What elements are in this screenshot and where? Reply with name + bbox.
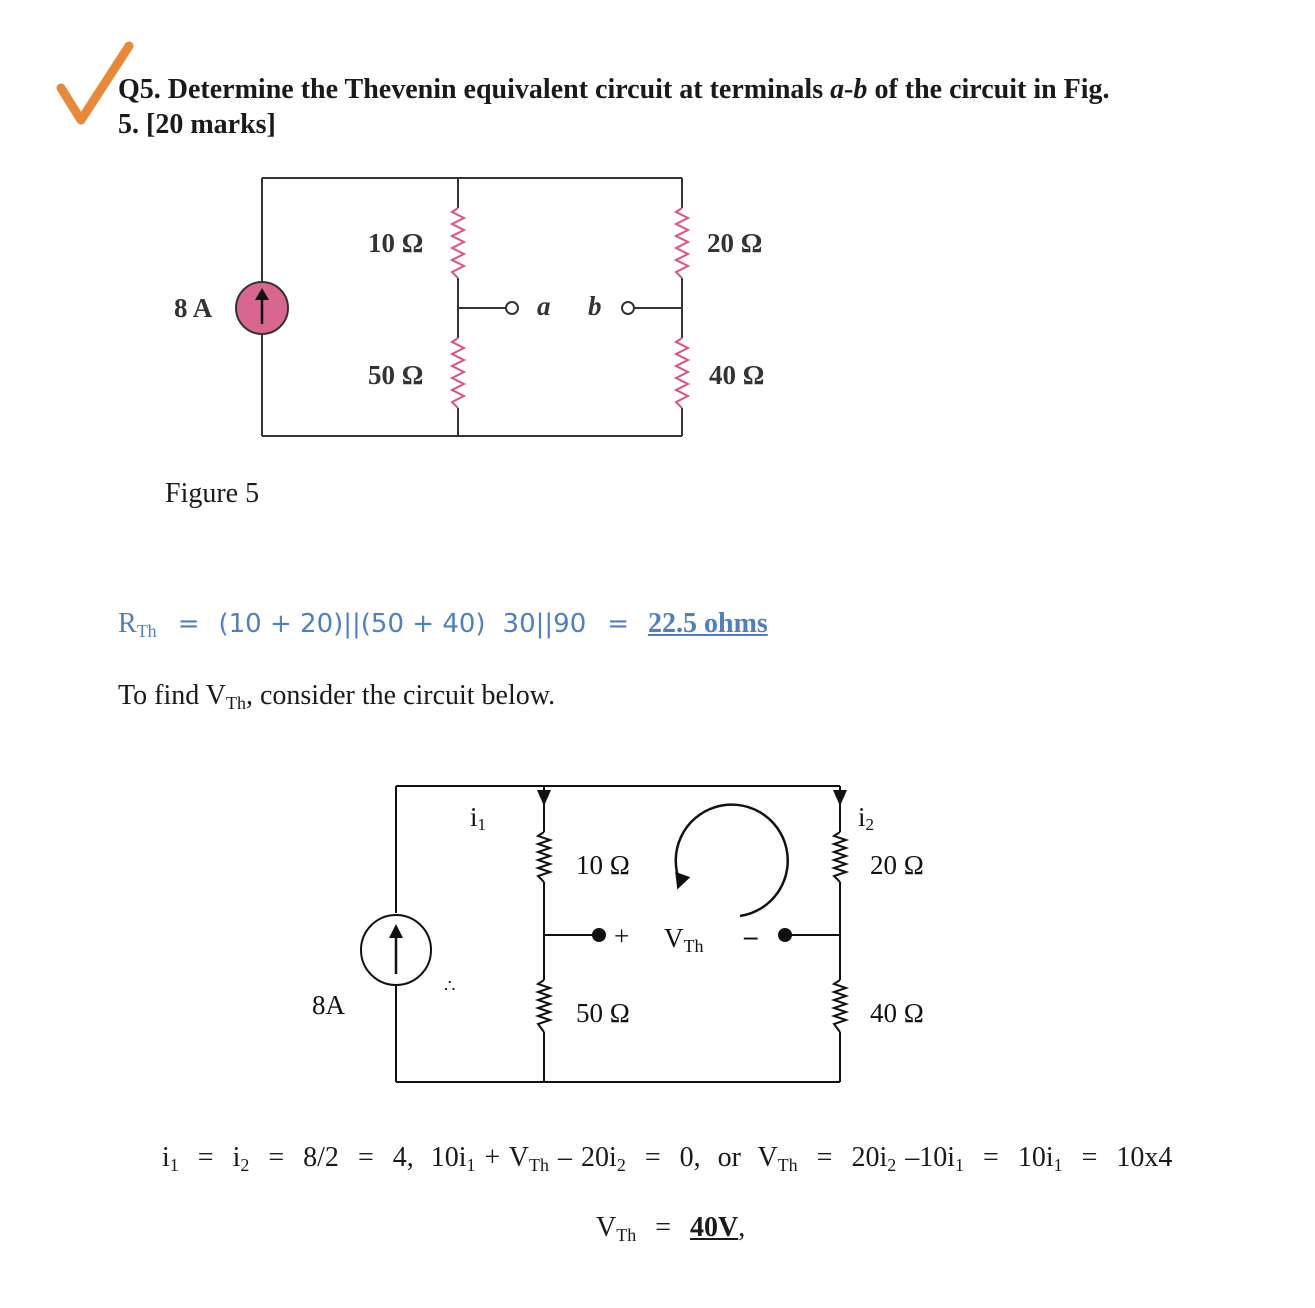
i2-arrow-icon <box>833 790 847 806</box>
current-source-8a-b <box>361 915 431 985</box>
resistor-40-ohm <box>676 338 688 408</box>
i1-label: i1 <box>470 802 487 834</box>
vth-result-comma: , <box>738 1212 746 1243</box>
vth-result-value: 40V <box>690 1212 739 1243</box>
rth-expression: (10 + 20)||(50 + 40) <box>218 609 486 639</box>
therefore-dots: ∴ <box>444 976 456 996</box>
label-20-ohm-b: 20 Ω <box>870 850 924 880</box>
vth-intro <box>118 680 555 714</box>
resistor-40-ohm-b <box>834 980 846 1032</box>
vth-result-equals: = <box>655 1212 672 1243</box>
current-source-8a <box>236 282 288 334</box>
resistor-20-ohm-b <box>834 832 846 882</box>
vth-intro-prefix: To find V <box>118 680 226 711</box>
label-50-ohm: 50 Ω <box>368 360 424 390</box>
label-40-ohm-b: 40 Ω <box>870 998 924 1028</box>
question-text-line1: Q5. Determine the Thevenin equivalent circuit at terminals <box>118 74 831 105</box>
source-label: 8 A <box>174 293 213 323</box>
rth-symbol: R <box>118 608 137 639</box>
kvl-equation: $i_1 = i_2 = 8/2 = 4$, $10i_1 + V_{Th} - 20i_2 = 0$, or $V_{Th} = 20i_2$ $-10i_1 = 10i_1 = 10x4$ <box>162 1142 1173 1175</box>
label-10-ohm: 10 Ω <box>368 228 424 258</box>
resistor-20-ohm <box>676 208 688 278</box>
vth-intro-suffix: , consider the circuit below. <box>245 680 556 711</box>
i1-arrow-icon <box>537 790 551 806</box>
vth-plus-node <box>592 928 606 942</box>
minus-sign: – <box>744 921 758 951</box>
label-40-ohm: 40 Ω <box>709 360 765 390</box>
vth-intro-sub: Th <box>225 693 246 713</box>
rth-equals: = <box>177 609 200 639</box>
rth-equals-2: = <box>607 609 630 639</box>
resistor-50-ohm <box>452 338 464 408</box>
rth-answer: 22.5 ohms <box>648 608 768 639</box>
label-20-ohm: 20 Ω <box>707 228 763 258</box>
source-label-b: 8A <box>312 990 345 1020</box>
terminal-a-node <box>506 302 518 314</box>
resistor-10-ohm-b <box>538 832 550 882</box>
figure-5-circuit <box>160 170 800 450</box>
question-text-line1-end: of the circuit in Fig. <box>867 74 1110 105</box>
i2-label: i2 <box>858 802 875 834</box>
figure-vth-circuit <box>300 770 980 1100</box>
terminal-b-label: b <box>588 291 602 321</box>
plus-sign: + <box>614 921 630 951</box>
vth-result-symbol: V <box>596 1212 617 1243</box>
vth-minus-node <box>778 928 792 942</box>
vth-label: VTh <box>664 923 704 956</box>
figure-5-caption: Figure 5 <box>165 478 260 509</box>
terminal-b-node <box>622 302 634 314</box>
loop-arrow-icon <box>670 805 788 916</box>
label-50-ohm-b: 50 Ω <box>576 998 630 1028</box>
question-title <box>118 73 1110 107</box>
rth-symbol-sub: Th <box>136 621 157 641</box>
terminal-a-label: a <box>537 291 551 321</box>
question-title-line2: 5. [20 marks] <box>118 109 276 140</box>
question-terminals: a-b <box>830 74 868 105</box>
label-10-ohm-b: 10 Ω <box>576 850 630 880</box>
vth-result-sub: Th <box>616 1225 637 1245</box>
rth-equation <box>118 608 768 642</box>
resistor-10-ohm <box>452 208 464 278</box>
rth-expression-2: 30||90 <box>502 609 587 639</box>
resistor-50-ohm-b <box>538 980 550 1032</box>
vth-result <box>596 1212 745 1246</box>
